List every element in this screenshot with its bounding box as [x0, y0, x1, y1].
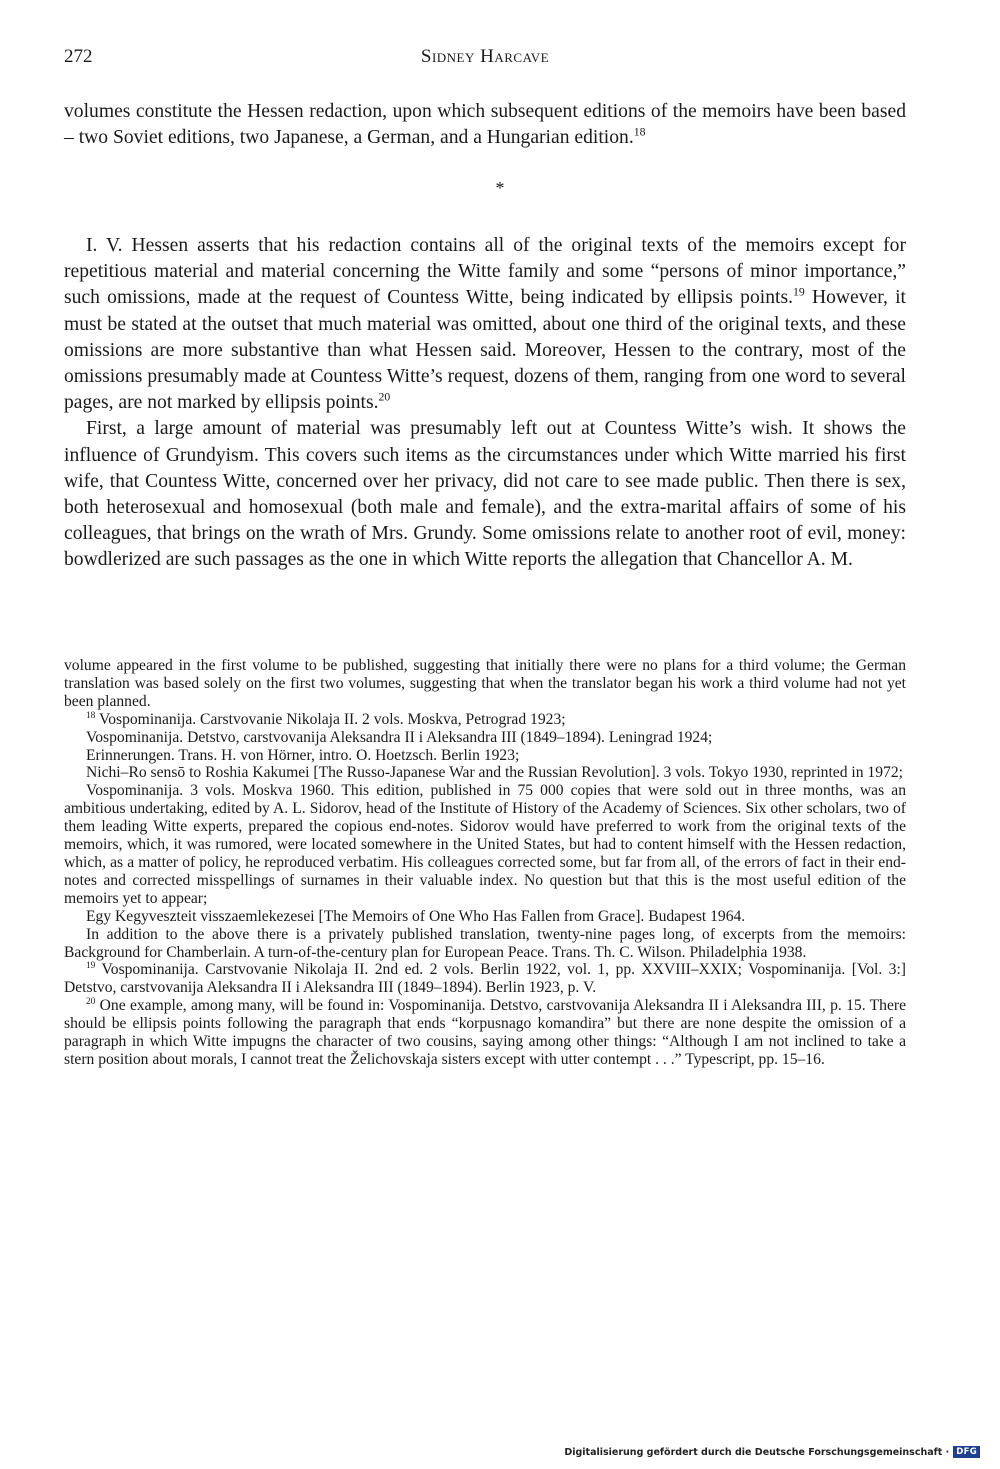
section-separator: *: [495, 178, 505, 198]
footnote-20-text: One example, among many, will be found in: Vospominanija. Detstvo, carstvovanija Aleksandra II i Aleksandra III, p. 15. There should be ellipsis points following the paragraph that ends “korpusnago komandira” but there are none despite the omission of a paragraph in which Witte impugns the character of two cousins, saying among other things: “Although I am not inclined to take a stern position about morals, I cannot treat the Želichovskaja sisters except with utter contempt . . .” Typescript, pp. 15–16.: [64, 997, 906, 1068]
footnote-18-line-5: Vospominanija. 3 vols. Moskva 1960. This edition, published in 75 000 copies that were sold out in three months, was an ambitious undertaking, edited by A. L. Sidorov, head of the Institute of History of the Academy of Sciences. Six other scholars, two of them leading Witte experts, prepared the copious end-notes. Sidorov would have preferred to work from the original texts of the memoirs, which, it was rumored, were located somewhere in the United States, but had to content himself with the Hessen redaction, which, as a matter of policy, he reproduced verbatim. His colleagues corrected some, but far from all, of the errors of fact in their end-notes and corrected misspellings of surnames in their valuable index. No question but that this is the most useful edition of the memoirs yet to appear;: [64, 782, 906, 907]
footnote-18-line-7: In addition to the above there is a privately published translation, twenty-nine pages long, of excerpts from the memoirs: Background for Chamberlain. A turn-of-the-century plan for European Peace. Trans. Th. C. Wilson. Philadelphia 1938.: [64, 925, 906, 961]
intro-text: volumes constitute the Hessen redaction, upon which subsequent editions of the memoirs have been based – two Soviet editions, two Japanese, a German, and a Hungarian edition.: [64, 101, 906, 149]
digitization-footer: [564, 1446, 980, 1458]
paragraph-1: [64, 233, 906, 416]
main-text: [64, 233, 906, 574]
footnote-continuation: volume appeared in the first volume to be published, suggesting that initially there were no plans for a third volume; the German translation was based solely on the first two volumes, suggesting that when the translator began his work a third volume had not yet been planned.: [64, 657, 906, 710]
footnote-18-line-4: Nichi–Ro sensō to Roshia Kakumei [The Russo-Japanese War and the Russian Revolution]. 3 vols. Tokyo 1930, reprinted in 1972;: [86, 764, 903, 782]
footnote-19-number: 19: [86, 961, 96, 972]
footnote-18: [64, 711, 906, 729]
footnote-18-number: 18: [86, 710, 96, 721]
footnote-18-line-6: Egy Kegyveszteit visszaemlekezesei [The Memoirs of One Who Has Fallen from Grace]. Budapest 1964.: [86, 907, 746, 925]
footnote-ref-19[interactable]: 19: [792, 285, 805, 299]
footnote-20: [64, 997, 906, 1069]
intro-paragraph: [64, 99, 906, 151]
page-number: 272: [64, 46, 93, 67]
footnote-18-line-3: Erinnerungen. Trans. H. von Hörner, intro. O. Hoetzsch. Berlin 1923;: [86, 746, 520, 764]
page-header: [64, 46, 906, 76]
running-head: Sidney Harcave: [420, 46, 550, 67]
footnote-18-line-2: Vospominanija. Detstvo, carstvovanija Aleksandra II i Aleksandra III (1849–1894). Leningrad 1924;: [86, 728, 713, 746]
footer-credit-text: Digitalisierung gefördert durch die Deutsche Forschungsgemeinschaft ·: [564, 1446, 950, 1458]
footnote-18-line-1: Vospominanija. Carstvovanie Nikolaja II. 2 vols. Moskva, Petrograd 1923;: [95, 710, 566, 728]
footnote-ref-20[interactable]: 20: [378, 390, 391, 404]
paragraph-2: First, a large amount of material was presumably left out at Countess Witte’s wish. It shows the influence of Grundyism. This covers such items as the circumstances under which Witte married his first wife, that Countess Witte, concerned over her privacy, did not care to see made public. Then there is sex, both heterosexual and homosexual (both male and female), and the extra-marital affairs of some of his colleagues, that brings on the wrath of Mrs. Grundy. Some omissions relate to another root of evil, money: bowdlerized are such passages as the one in which Witte reports the allegation that Chancellor A. M.: [64, 418, 906, 571]
footnote-20-number: 20: [86, 997, 96, 1008]
footnote-ref-18[interactable]: 18: [633, 125, 646, 139]
paragraph-1-part-b: However, it must be stated at the outset that much material was omitted, about one third of the original texts, and these omissions are more substantive than what Hessen said. Moreover, Hessen to the contrary, most of the omissions presumably made at Countess Witte’s request, dozens of them, ranging from one word to several pages, are not marked by ellipsis points.: [64, 287, 906, 414]
footnote-19: [64, 961, 906, 997]
dfg-logo[interactable]: DFG: [953, 1446, 980, 1458]
footnote-19-text: Vospominanija. Carstvovanie Nikolaja II. 2nd ed. 2 vols. Berlin 1922, vol. 1, pp. XXVIII–XXIX; Vospominanija. [Vol. 3:] Detstvo, carstvovanija Aleksandra II i Aleksandra III (1849–1894). Berlin 1923, p. V.: [64, 961, 906, 997]
paragraph-1-part-a: I. V. Hessen asserts that his redaction contains all of the original texts of the memoirs except for repetitious material and material concerning the Witte family and some “persons of minor importance,” such omissions, made at the request of Countess Witte, being indicated by ellipsis points.: [64, 235, 906, 309]
footnotes: [64, 657, 906, 1069]
